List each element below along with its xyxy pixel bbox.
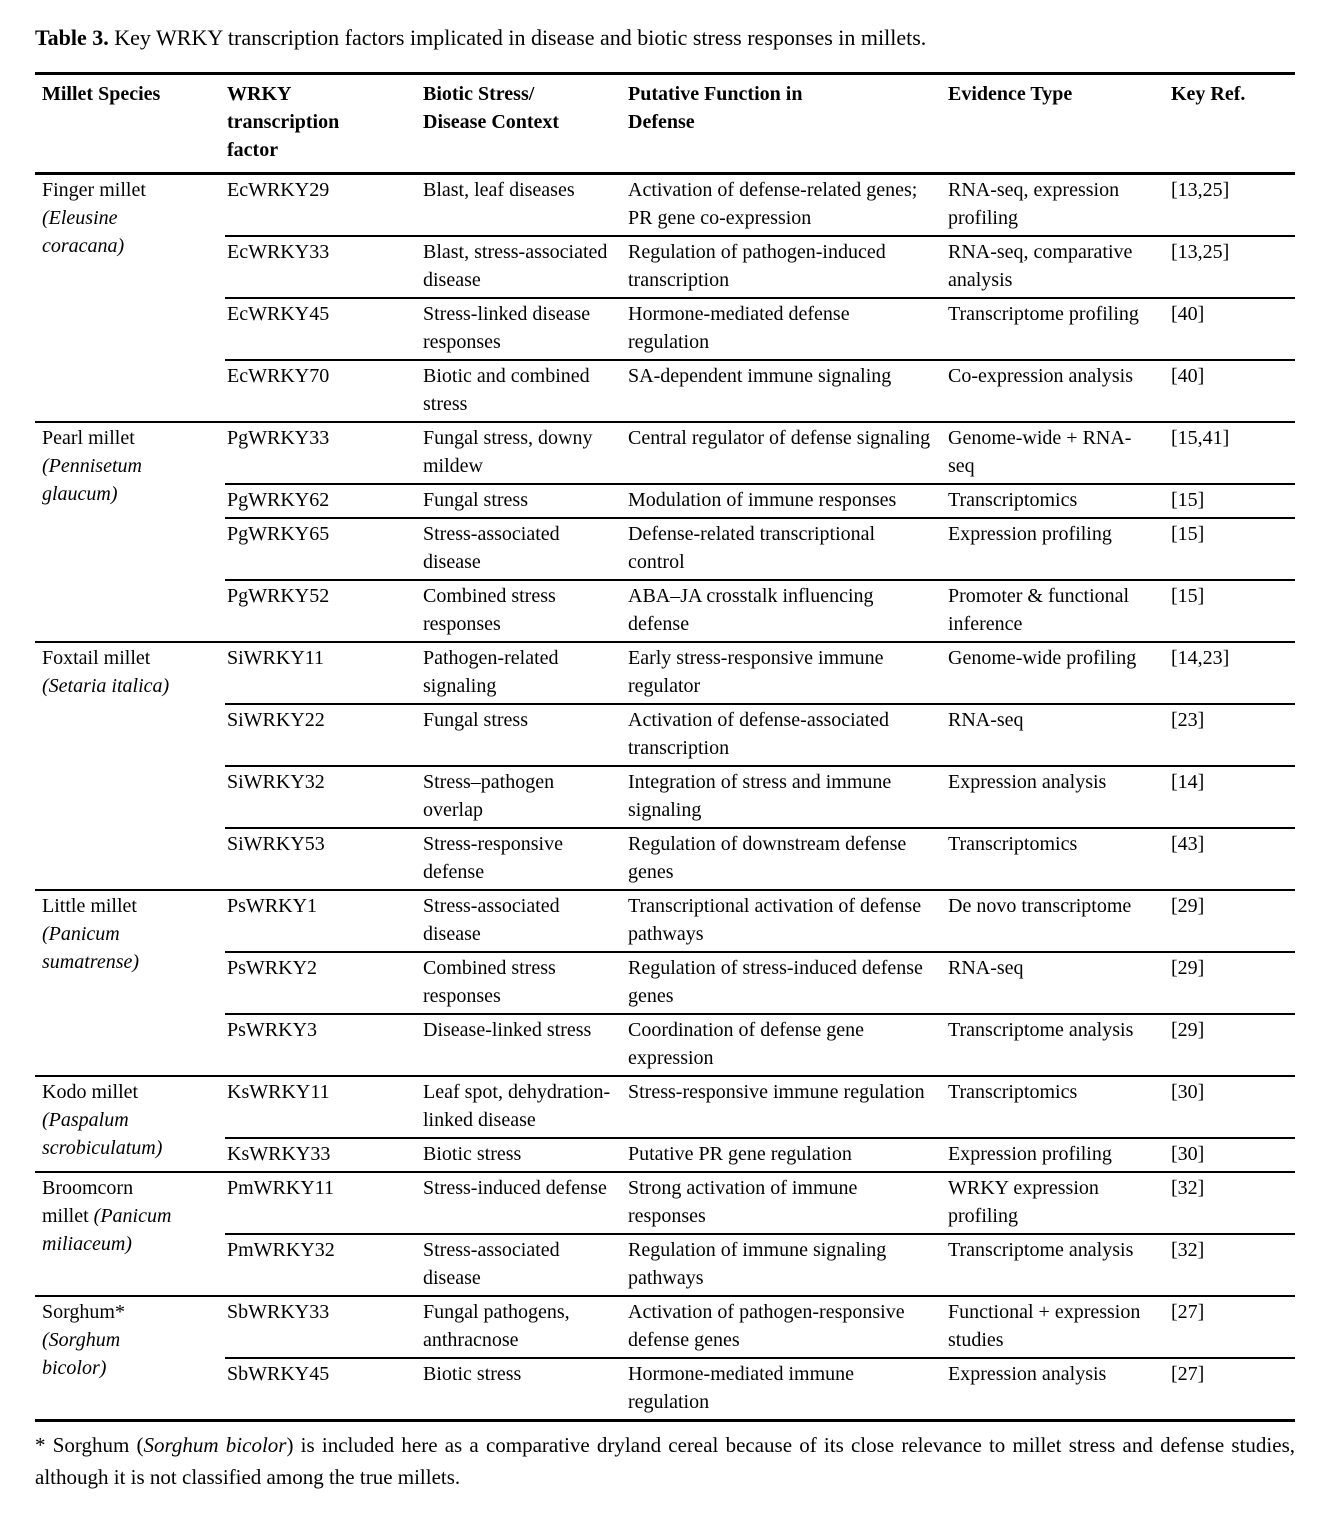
- context-cell: Stress-associated disease: [421, 1234, 626, 1296]
- function-cell: Activation of pathogen-responsive defense genes: [626, 1296, 946, 1358]
- footnote: [35, 1429, 1295, 1493]
- evidence-cell: Genome-wide + RNA-seq: [946, 422, 1169, 484]
- species-common-name: Broomcorn millet: [42, 1176, 134, 1227]
- context-cell: Blast, stress-associated disease: [421, 236, 626, 298]
- species-common-name: Sorghum*: [42, 1300, 125, 1323]
- ref-cell: [14]: [1169, 766, 1295, 828]
- footnote-text: ) is included here as a comparative dryland cereal because of its close relevance to millet stress and defense studies, although it is not classified among the true millets.: [35, 1432, 1295, 1489]
- function-cell: Hormone-mediated immune regulation: [626, 1358, 946, 1421]
- context-cell: Stress–pathogen overlap: [421, 766, 626, 828]
- evidence-cell: RNA-seq: [946, 704, 1169, 766]
- factor-cell: KsWRKY33: [225, 1138, 421, 1172]
- species-common-name: Little millet: [42, 894, 137, 917]
- evidence-cell: Expression profiling: [946, 1138, 1169, 1172]
- function-cell: Defense-related transcriptional control: [626, 518, 946, 580]
- species-cell: [35, 173, 225, 422]
- context-cell: Biotic and combined stress: [421, 360, 626, 422]
- factor-cell: SiWRKY22: [225, 704, 421, 766]
- context-cell: Leaf spot, dehydration-linked disease: [421, 1076, 626, 1138]
- context-cell: Biotic stress: [421, 1138, 626, 1172]
- col-header-putative-function: Putative Function in Defense: [626, 73, 946, 173]
- ref-cell: [29]: [1169, 952, 1295, 1014]
- species-common-name: Foxtail millet: [42, 646, 151, 669]
- function-cell: Hormone-mediated defense regulation: [626, 298, 946, 360]
- species-cell: [35, 422, 225, 642]
- factor-cell: SiWRKY53: [225, 828, 421, 890]
- ref-cell: [15]: [1169, 518, 1295, 580]
- species-latin-name: (Paspalum scrobiculatum): [42, 1108, 163, 1159]
- col-header-evidence-type: Evidence Type: [946, 73, 1169, 173]
- context-cell: Fungal pathogens, anthracnose: [421, 1296, 626, 1358]
- factor-cell: PsWRKY2: [225, 952, 421, 1014]
- factor-cell: EcWRKY29: [225, 173, 421, 236]
- ref-cell: [27]: [1169, 1296, 1295, 1358]
- ref-cell: [15,41]: [1169, 422, 1295, 484]
- evidence-cell: Expression analysis: [946, 766, 1169, 828]
- species-common-name: Finger millet: [42, 178, 146, 201]
- ref-cell: [13,25]: [1169, 236, 1295, 298]
- evidence-cell: Transcriptomics: [946, 828, 1169, 890]
- function-cell: Regulation of immune signaling pathways: [626, 1234, 946, 1296]
- ref-cell: [15]: [1169, 484, 1295, 518]
- function-cell: Central regulator of defense signaling: [626, 422, 946, 484]
- species-latin-name: (Pennisetum glaucum): [42, 454, 142, 505]
- context-cell: Blast, leaf diseases: [421, 173, 626, 236]
- context-cell: Fungal stress: [421, 704, 626, 766]
- evidence-cell: Transcriptome analysis: [946, 1234, 1169, 1296]
- function-cell: SA-dependent immune signaling: [626, 360, 946, 422]
- factor-cell: PsWRKY1: [225, 890, 421, 952]
- factor-cell: PmWRKY32: [225, 1234, 421, 1296]
- function-cell: Transcriptional activation of defense pathways: [626, 890, 946, 952]
- context-cell: Stress-induced defense: [421, 1172, 626, 1234]
- function-cell: Early stress-responsive immune regulator: [626, 642, 946, 704]
- factor-cell: PgWRKY62: [225, 484, 421, 518]
- footnote-latin-name: Sorghum bicolor: [143, 1432, 287, 1457]
- evidence-cell: Transcriptomics: [946, 484, 1169, 518]
- table-caption-label: Table 3.: [35, 25, 109, 50]
- function-cell: Activation of defense-associated transcription: [626, 704, 946, 766]
- context-cell: Fungal stress, downy mildew: [421, 422, 626, 484]
- table-row: [35, 173, 1295, 236]
- factor-cell: EcWRKY33: [225, 236, 421, 298]
- table-row: [35, 1076, 1295, 1138]
- table-row: [35, 1172, 1295, 1234]
- species-cell: [35, 1076, 225, 1172]
- evidence-cell: Expression profiling: [946, 518, 1169, 580]
- factor-cell: EcWRKY45: [225, 298, 421, 360]
- factor-cell: PgWRKY52: [225, 580, 421, 642]
- species-latin-name: (Panicum sumatrense): [42, 922, 140, 973]
- header-row: [35, 73, 1295, 173]
- function-cell: Activation of defense-related genes; PR gene co-expression: [626, 173, 946, 236]
- species-cell: [35, 890, 225, 1076]
- context-cell: Stress-associated disease: [421, 890, 626, 952]
- context-cell: Fungal stress: [421, 484, 626, 518]
- ref-cell: [13,25]: [1169, 173, 1295, 236]
- col-header-key-ref: Key Ref.: [1169, 73, 1295, 173]
- factor-cell: SbWRKY33: [225, 1296, 421, 1358]
- function-cell: ABA–JA crosstalk influencing defense: [626, 580, 946, 642]
- ref-cell: [14,23]: [1169, 642, 1295, 704]
- species-latin-name: (Setaria italica): [42, 674, 170, 697]
- context-cell: Combined stress responses: [421, 580, 626, 642]
- species-latin-name: (Panicum miliaceum): [42, 1204, 172, 1255]
- factor-cell: KsWRKY11: [225, 1076, 421, 1138]
- context-cell: Pathogen-related signaling: [421, 642, 626, 704]
- table-row: [35, 890, 1295, 952]
- table-body: [35, 173, 1295, 1420]
- function-cell: Integration of stress and immune signaling: [626, 766, 946, 828]
- evidence-cell: Transcriptome analysis: [946, 1014, 1169, 1076]
- ref-cell: [23]: [1169, 704, 1295, 766]
- context-cell: Stress-associated disease: [421, 518, 626, 580]
- evidence-cell: Functional + expression studies: [946, 1296, 1169, 1358]
- evidence-cell: Expression analysis: [946, 1358, 1169, 1421]
- evidence-cell: De novo transcriptome: [946, 890, 1169, 952]
- col-header-wrky-factor: WRKY transcription factor: [225, 73, 421, 173]
- factor-cell: SiWRKY11: [225, 642, 421, 704]
- table-caption: [35, 24, 1295, 52]
- footnote-text: * Sorghum (: [35, 1432, 144, 1457]
- ref-cell: [27]: [1169, 1358, 1295, 1421]
- table-header: [35, 73, 1295, 173]
- ref-cell: [40]: [1169, 360, 1295, 422]
- ref-cell: [32]: [1169, 1234, 1295, 1296]
- species-cell: [35, 1172, 225, 1296]
- evidence-cell: RNA-seq: [946, 952, 1169, 1014]
- table-row: [35, 1296, 1295, 1358]
- factor-cell: PsWRKY3: [225, 1014, 421, 1076]
- context-cell: Biotic stress: [421, 1358, 626, 1421]
- evidence-cell: RNA-seq, comparative analysis: [946, 236, 1169, 298]
- ref-cell: [29]: [1169, 890, 1295, 952]
- ref-cell: [15]: [1169, 580, 1295, 642]
- function-cell: Putative PR gene regulation: [626, 1138, 946, 1172]
- context-cell: Stress-responsive defense: [421, 828, 626, 890]
- factor-cell: SbWRKY45: [225, 1358, 421, 1421]
- factor-cell: PgWRKY33: [225, 422, 421, 484]
- function-cell: Regulation of stress-induced defense genes: [626, 952, 946, 1014]
- function-cell: Coordination of defense gene expression: [626, 1014, 946, 1076]
- function-cell: Strong activation of immune responses: [626, 1172, 946, 1234]
- evidence-cell: Co-expression analysis: [946, 360, 1169, 422]
- species-cell: [35, 642, 225, 890]
- ref-cell: [30]: [1169, 1076, 1295, 1138]
- col-header-biotic-stress: Biotic Stress/ Disease Context: [421, 73, 626, 173]
- function-cell: Regulation of pathogen-induced transcription: [626, 236, 946, 298]
- col-header-millet-species: Millet Species: [35, 73, 225, 173]
- ref-cell: [43]: [1169, 828, 1295, 890]
- factor-cell: EcWRKY70: [225, 360, 421, 422]
- evidence-cell: Promoter & functional inference: [946, 580, 1169, 642]
- ref-cell: [29]: [1169, 1014, 1295, 1076]
- wrky-table: [35, 72, 1295, 1422]
- context-cell: Stress-linked disease responses: [421, 298, 626, 360]
- species-latin-name: (Eleusine coracana): [42, 206, 125, 257]
- factor-cell: PgWRKY65: [225, 518, 421, 580]
- table-caption-text: Key WRKY transcription factors implicated in disease and biotic stress responses in millets.: [108, 25, 927, 50]
- evidence-cell: Genome-wide profiling: [946, 642, 1169, 704]
- context-cell: Disease-linked stress: [421, 1014, 626, 1076]
- context-cell: Combined stress responses: [421, 952, 626, 1014]
- function-cell: Regulation of downstream defense genes: [626, 828, 946, 890]
- table-row: [35, 422, 1295, 484]
- species-latin-name: (Sorghum bicolor): [42, 1328, 121, 1379]
- evidence-cell: Transcriptome profiling: [946, 298, 1169, 360]
- species-common-name: Kodo millet: [42, 1080, 139, 1103]
- ref-cell: [30]: [1169, 1138, 1295, 1172]
- ref-cell: [40]: [1169, 298, 1295, 360]
- evidence-cell: RNA-seq, expression profiling: [946, 173, 1169, 236]
- function-cell: Modulation of immune responses: [626, 484, 946, 518]
- table-row: [35, 642, 1295, 704]
- factor-cell: SiWRKY32: [225, 766, 421, 828]
- evidence-cell: WRKY expression profiling: [946, 1172, 1169, 1234]
- evidence-cell: Transcriptomics: [946, 1076, 1169, 1138]
- species-cell: [35, 1296, 225, 1421]
- factor-cell: PmWRKY11: [225, 1172, 421, 1234]
- ref-cell: [32]: [1169, 1172, 1295, 1234]
- function-cell: Stress-responsive immune regulation: [626, 1076, 946, 1138]
- species-common-name: Pearl millet: [42, 426, 135, 449]
